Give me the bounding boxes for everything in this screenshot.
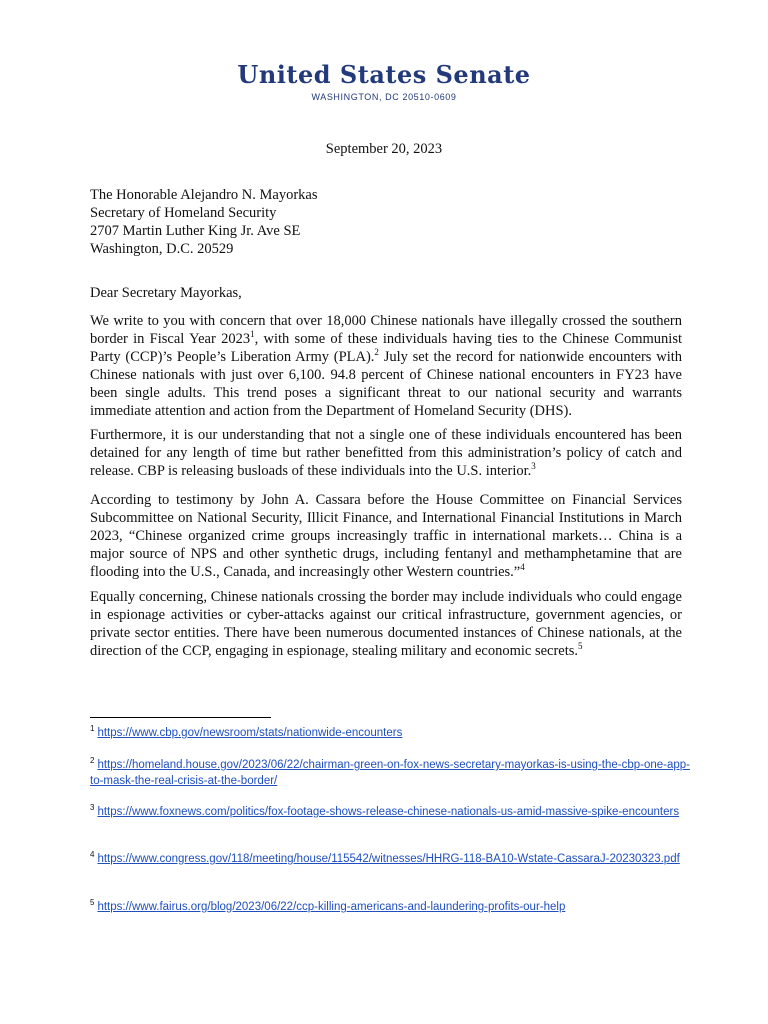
- footnote-3: [90, 804, 690, 820]
- recipient-title: Secretary of Homeland Security: [90, 205, 277, 221]
- paragraph-2: [90, 426, 682, 480]
- paragraph-3-text: According to testimony by John A. Cassara before the House Committee on Financial Services Subcommittee on National Security, Illicit Finance, and International Financial Institutions in March 2023, “Chinese organized crime groups increasingly traffic in international markets… China is a major source of NPS and other synthetic drugs, including fentanyl and methamphetamine that are flooding into the U.S., Canada, and increasingly other Western countries.”: [90, 492, 682, 580]
- footnote-ref-1[interactable]: 1: [250, 329, 255, 340]
- recipient-city: Washington, D.C. 20529: [90, 241, 234, 257]
- footnote-5: [90, 899, 690, 915]
- paragraph-1: [90, 312, 682, 420]
- paragraph-4-text: Equally concerning, Chinese nationals crossing the border may include individuals who could engage in espionage activities or cyber-attacks against our critical infrastructure, government agencies, or private sector entities. There have been numerous documented instances of Chinese nationals, at the direction of the CCP, engaging in espionage, stealing military and economic secrets.: [90, 589, 682, 659]
- recipient-street: 2707 Martin Luther King Jr. Ave SE: [90, 223, 301, 239]
- footnote-1-link[interactable]: https://www.cbp.gov/newsroom/stats/nationwide-encounters: [97, 727, 403, 739]
- footnote-4-link[interactable]: https://www.congress.gov/118/meeting/house/115542/witnesses/HHRG-118-BA10-Wstate-CassaraJ-20230323.pdf: [97, 853, 680, 865]
- footnote-2-number: 2: [90, 756, 95, 766]
- footnote-3-number: 3: [90, 803, 95, 813]
- footnote-5-number: 5: [90, 898, 95, 908]
- footnote-1: [90, 725, 690, 741]
- recipient-address: [90, 186, 682, 258]
- footnote-ref-3[interactable]: 3: [531, 461, 536, 472]
- salutation: Dear Secretary Mayorkas,: [90, 285, 242, 301]
- letter-date: September 20, 2023: [325, 141, 443, 157]
- paragraph-2-text: Furthermore, it is our understanding that not a single one of these individuals encountered has been detained for any length of time but rather benefitted from this administration’s policy of catch and release. CBP is releasing busloads of these individuals into the U.S. interior.: [90, 427, 682, 479]
- paragraph-1-text-a: We write to you with concern that over 18,000 Chinese nationals have illegally crossed the southern border in Fiscal Year 2023: [90, 313, 682, 347]
- footnote-4-number: 4: [90, 850, 95, 860]
- recipient-name: The Honorable Alejandro N. Mayorkas: [90, 187, 318, 203]
- paragraph-1-text-c: July set the record for nationwide encounters with Chinese nationals with just over 6,100. 94.8 percent of Chinese national encounters in FY23 have been single adults. This trend poses a significant threat to our national security and warrants immediate attention and action from the Department of Homeland Security (DHS).: [90, 349, 683, 419]
- footnote-ref-5[interactable]: 5: [578, 641, 583, 652]
- footnote-4: [90, 851, 690, 867]
- paragraph-1-text-b: , with some of these individuals having ties to the Chinese Communist Party (CCP)’s People’s Liberation Army (PLA).: [90, 331, 682, 365]
- footnote-2: [90, 757, 690, 789]
- paragraph-3: [90, 491, 682, 581]
- footnote-1-number: 1: [90, 724, 95, 734]
- footnote-5-link[interactable]: https://www.fairus.org/blog/2023/06/22/ccp-killing-americans-and-laundering-profits-our-help: [97, 901, 566, 913]
- paragraph-4: [90, 588, 682, 660]
- letterhead-title: United States Senate: [237, 60, 531, 89]
- footnote-ref-2[interactable]: 2: [374, 347, 379, 358]
- footnote-2-link[interactable]: https://homeland.house.gov/2023/06/22/chairman-green-on-fox-news-secretary-mayorkas-is-using-the-cbp-one-app-to-mask-the-real-crisis-at-the-border/: [90, 759, 691, 787]
- footnote-3-link[interactable]: https://www.foxnews.com/politics/fox-footage-shows-release-chinese-nationals-us-amid-massive-spike-encounters: [97, 806, 680, 818]
- footnote-ref-4[interactable]: 4: [520, 562, 525, 573]
- footnote-separator: [90, 717, 271, 718]
- letterhead-address: WASHINGTON, DC 20510-0609: [311, 92, 457, 102]
